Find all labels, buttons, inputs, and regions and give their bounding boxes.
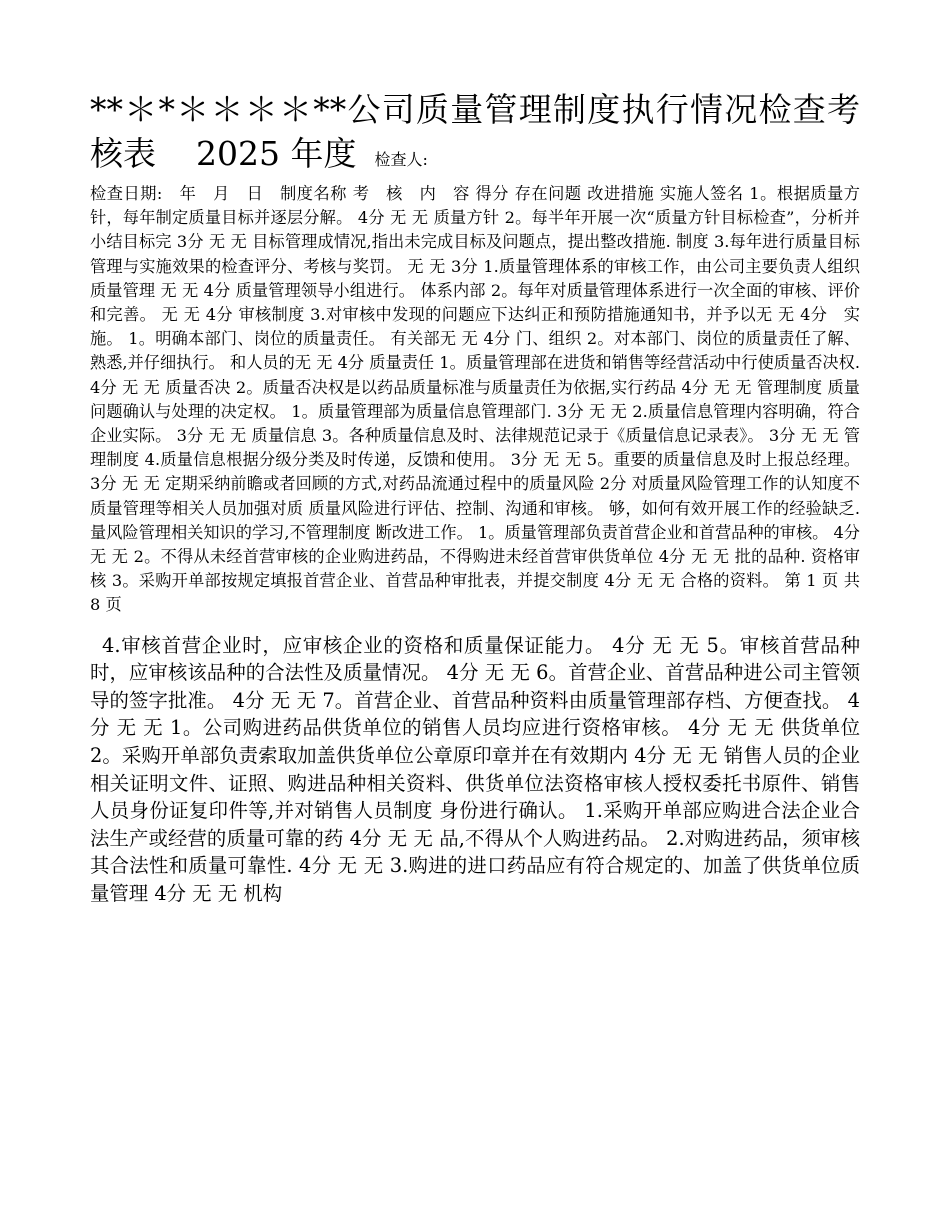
document-title — [90, 88, 860, 182]
document-page — [90, 88, 860, 908]
body-text-page-1: 检查日期: 年 月 日 制度名称 考 核 内 容 得分 存在问题 改进措施 实施人签名 1。根据质量方针，每年制定质量目标并逐层分解。 4分 无 无 质量方针 2。每半年开展一次“质量方针目标检查”，分析并小结目标完 3分 无 无 目标管理成情况,指出未完成目标及问题点，提出整改措施. 制度 3.每年进行质量目标管理与实施效果的检查评分、考核与奖罚。 无 无 3分 1.质量管理体系的审核工作，由公司主要负责人组织质量管理 无 无 4分 质量管理领导小组进行。 体系内部 2。每年对质量管理体系进行一次全面的审核、评价和完善。 无 无 4分 审核制度 3.对审核中发现的问题应下达纠正和预防措施通知书，并予以无 无 4分 实施。 1。明确本部门、岗位的质量责任。 有关部无 无 4分 门、组织 2。对本部门、岗位的质量责任了解、熟悉,并仔细执行。 和人员的无 无 4分 质量责任 1。质量管理部在进货和销售等经营活动中行使质量否决权. 4分 无 无 质量否决 2。质量否决权是以药品质量标准与质量责任为依据,实行药品 4分 无 无 管理制度 质量问题确认与处理的决定权。 1。质量管理部为质量信息管理部门. 3分 无 无 2.质量信息管理内容明确，符合企业实际。 3分 无 无 质量信息 3。各种质量信息及时、法律规范记录于《质量信息记录表》。 3分 无 无 管理制度 4.质量信息根据分级分类及时传递，反馈和使用。 3分 无 无 5。重要的质量信息及时上报总经理。 3分 无 无 定期采纳前瞻或者回顾的方式,对药品流通过程中的质量风险 2分 对质量风险管理工作的认知度不质量管理等相关人员加强对质 质量风险进行评估、控制、沟通和审核。 够，如何有效开展工作的经验缺乏. 量风险管理相关知识的学习,不管理制度 断改进工作。 1。质量管理部负责首营企业和首营品种的审核。 4分 无 无 2。不得从未经首营审核的企业购进药品，不得购进未经首营审供货单位 4分 无 无 批的品种. 资格审核 3。采购开单部按规定填报首营企业、首营品种审批表，并提交制度 4分 无 无 合格的资料。 第 1 页 共 8 页 — [90, 184, 860, 615]
title-inspector-label: 检查人: — [374, 150, 428, 169]
title-main: **＊*＊＊＊＊**公司质量管理制度执行情况检查考核表 — [90, 90, 860, 173]
title-year: 2025 年度 — [196, 134, 357, 173]
body-text-page-2: 4.审核首营企业时，应审核企业的资格和质量保证能力。 4分 无 无 5。审核首营品种时，应审核该品种的合法性及质量情况。 4分 无 无 6。首营企业、首营品种进公司主管领导的签字批准。 4分 无 无 7。首营企业、首营品种资料由质量管理部存档、方便查找。 4分 无 无 1。公司购进药品供货单位的销售人员均应进行资格审核。 4分 无 无 供货单位 2。采购开单部负责索取加盖供货单位公章原印章并在有效期内 4分 无 无 销售人员的企业相关证明文件、证照、购进品种相关资料、供货单位法资格审核人授权委托书原件、销售人员身份证复印件等,并对销售人员制度 身份进行确认。 1.采购开单部应购进合法企业合法生产或经营的质量可靠的药 4分 无 无 品,不得从个人购进药品。 2.对购进药品，须审核其合法性和质量可靠性. 4分 无 无 3.购进的进口药品应有符合规定的、加盖了供货单位质量管理 4分 无 无 机构 — [90, 633, 860, 905]
